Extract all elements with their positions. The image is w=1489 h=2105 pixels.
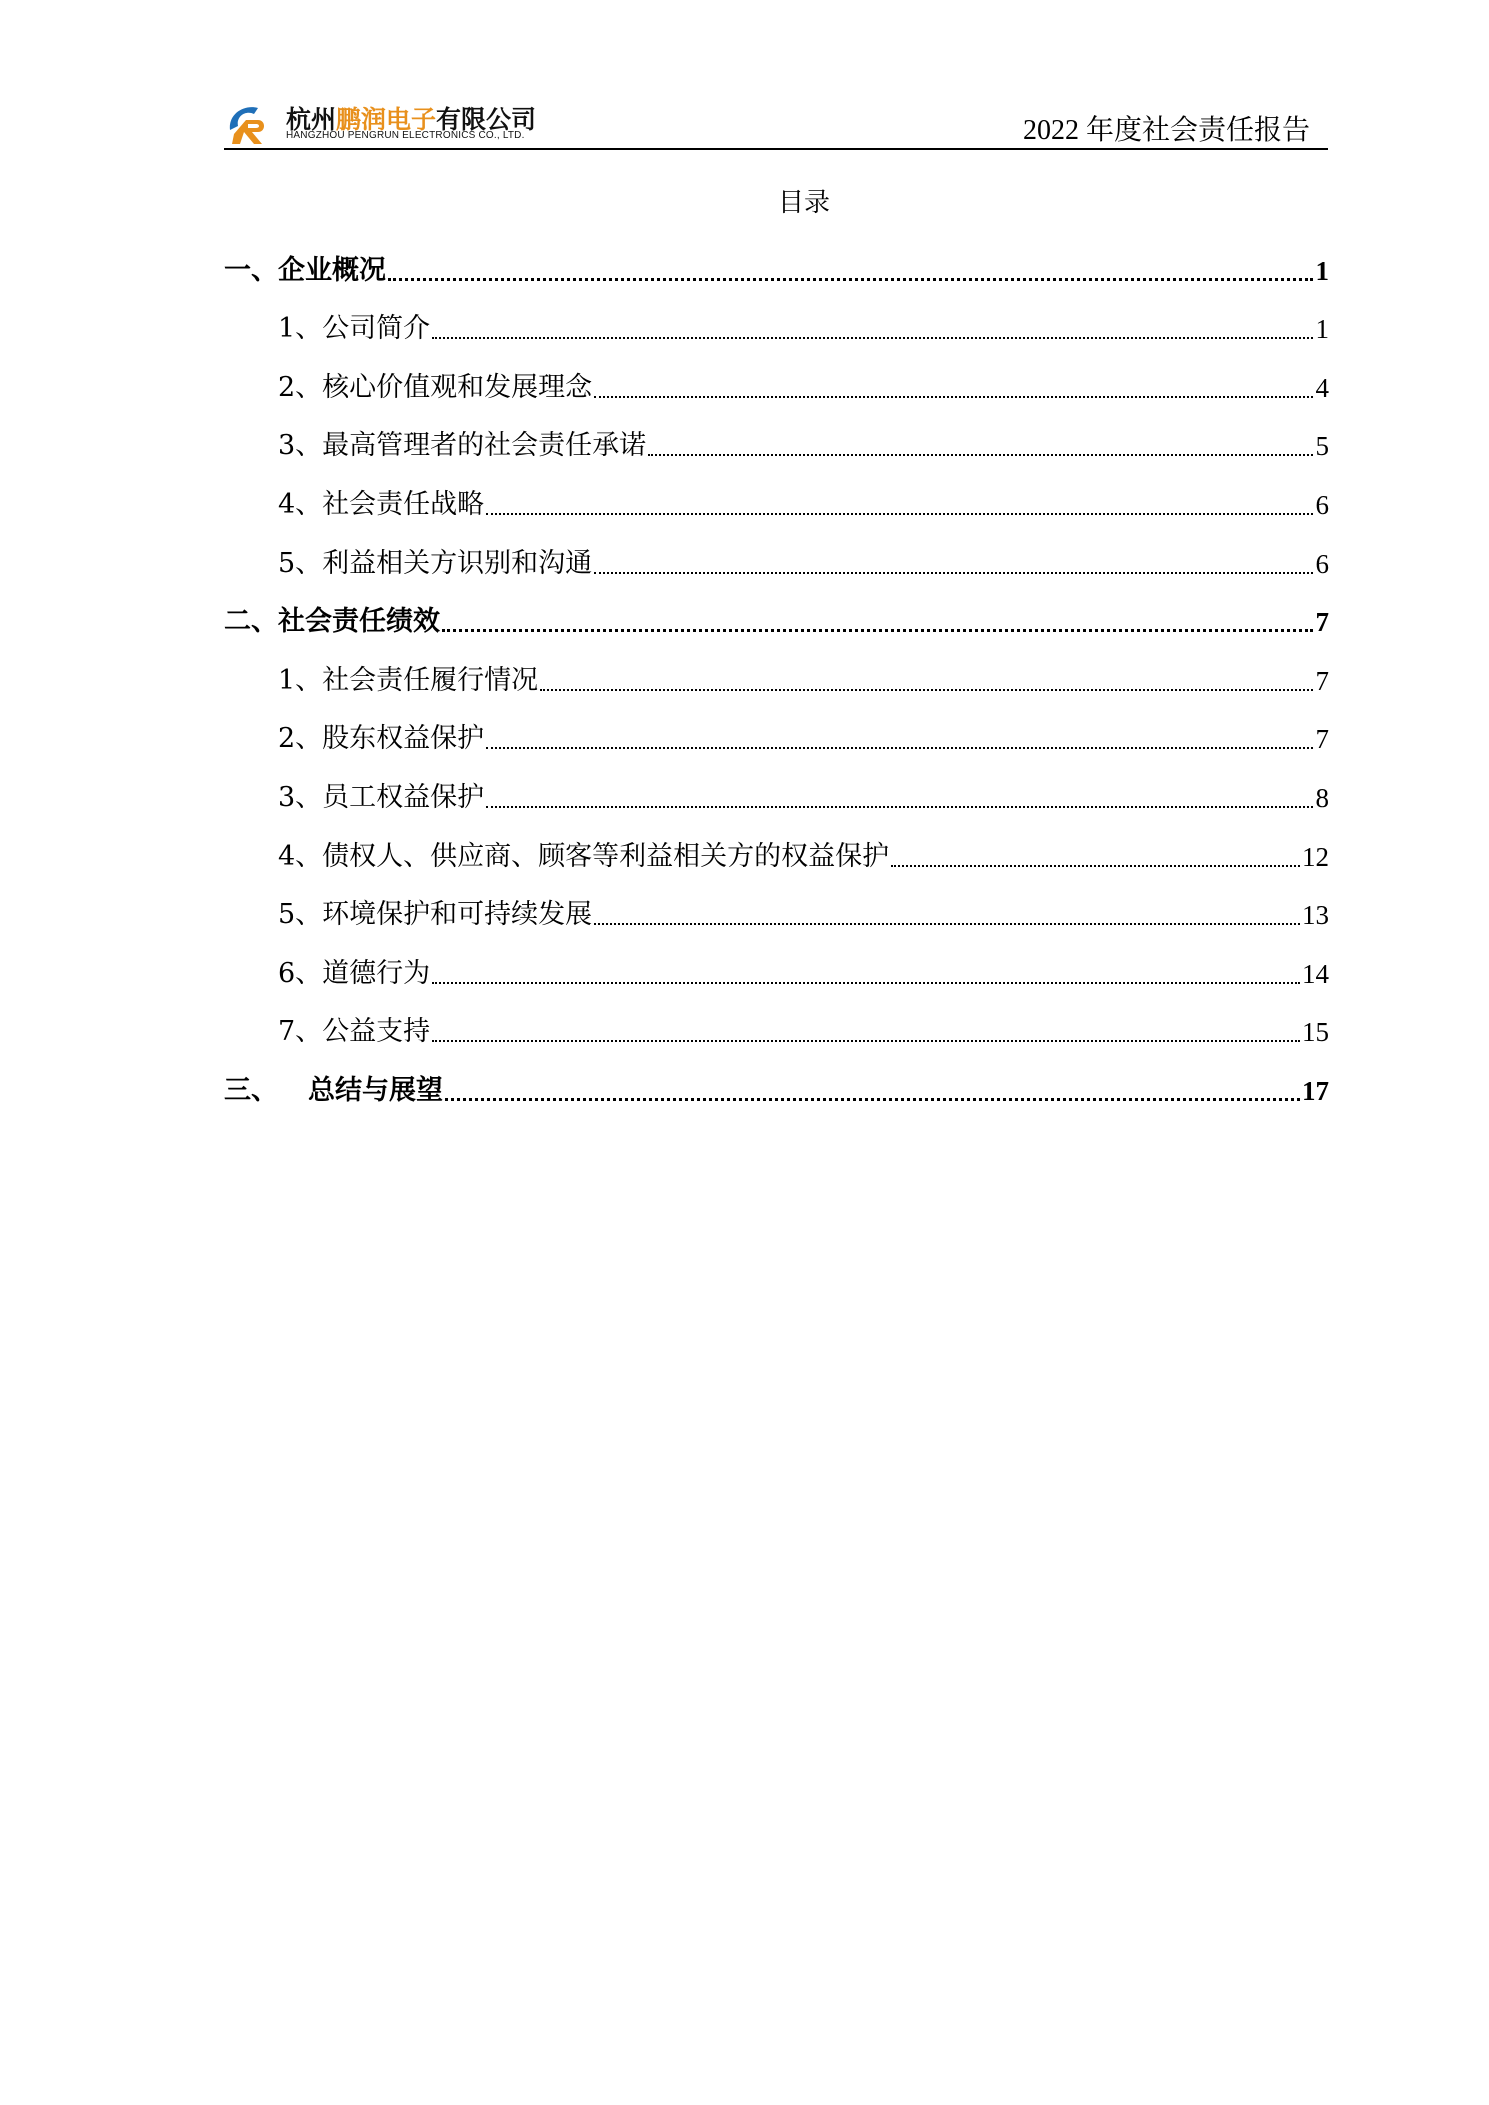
toc-entry[interactable] (224, 990, 1329, 1049)
toc-entry-page: 1 (1315, 255, 1329, 286)
toc-leader (594, 554, 1313, 574)
toc-entry[interactable] (224, 814, 1329, 873)
toc-entry[interactable] (224, 873, 1329, 932)
toc-title: 目录 (777, 188, 830, 218)
toc-entry-page: 5 (1315, 431, 1329, 462)
toc-leader (486, 495, 1313, 515)
toc-leader (540, 671, 1313, 691)
company-name-en: HANGZHOU PENGRUN ELECTRONICS CO., LTD. (286, 130, 525, 141)
toc-entry[interactable] (224, 931, 1329, 990)
toc-entry-page: 13 (1302, 900, 1329, 931)
toc-entry-page: 7 (1315, 724, 1329, 755)
toc-leader (648, 436, 1313, 456)
toc-entry-label: 2、股东权益保护 (278, 723, 485, 755)
toc-entry-page: 17 (1302, 1075, 1329, 1106)
toc-leader (432, 319, 1313, 339)
toc-leader (432, 1022, 1300, 1042)
toc-entry-label: 总结与展望 (308, 1074, 443, 1106)
toc-entry[interactable] (224, 521, 1329, 580)
toc-entry-label: 3、员工权益保护 (278, 781, 485, 813)
report-title: 2022 年度社会责任报告 (1022, 115, 1310, 146)
toc-entry-page: 14 (1302, 958, 1329, 989)
toc-entry-label: 6、道德行为 (278, 957, 431, 989)
toc-entry-page: 7 (1315, 665, 1329, 696)
toc-entry-label: 4、债权人、供应商、顾客等利益相关方的权益保护 (278, 840, 890, 872)
toc-leader (594, 905, 1300, 925)
toc-entry[interactable] (224, 697, 1329, 756)
toc-leader (486, 729, 1313, 749)
toc-leader (442, 612, 1313, 632)
company-name-cn: 杭州鹏润电子有限公司 (286, 105, 537, 134)
toc-entry-label: 1、社会责任履行情况 (278, 664, 539, 696)
toc-entry[interactable] (224, 228, 1329, 287)
pengrun-logo-icon (224, 100, 270, 146)
toc-entry-label: 一、企业概况 (224, 254, 386, 286)
toc-entry-label: 4、社会责任战略 (278, 488, 485, 520)
toc-leader (445, 1081, 1300, 1101)
toc-entry[interactable] (224, 1048, 1329, 1107)
toc-entry-page: 6 (1315, 489, 1329, 520)
toc-entry-page: 4 (1315, 372, 1329, 403)
toc-entry[interactable] (224, 345, 1329, 404)
toc-entry-number: 三、 (224, 1074, 278, 1106)
toc-entry[interactable] (224, 404, 1329, 463)
page-header (224, 96, 1328, 150)
toc-entry[interactable] (224, 580, 1329, 639)
table-of-contents (224, 228, 1329, 1107)
toc-entry-label: 2、核心价值观和发展理念 (278, 371, 593, 403)
toc-leader (891, 847, 1300, 867)
toc-leader (432, 964, 1300, 984)
toc-entry-page: 6 (1315, 548, 1329, 579)
toc-leader (486, 788, 1313, 808)
toc-leader (594, 378, 1313, 398)
toc-entry-label: 5、利益相关方识别和沟通 (278, 547, 593, 579)
toc-entry-label: 7、公益支持 (278, 1016, 431, 1048)
toc-entry-page: 12 (1302, 841, 1329, 872)
toc-entry-page: 7 (1315, 607, 1329, 638)
toc-entry[interactable] (224, 638, 1329, 697)
toc-entry-label: 3、最高管理者的社会责任承诺 (278, 430, 647, 462)
toc-entry-page: 8 (1315, 782, 1329, 813)
toc-entry[interactable] (224, 287, 1329, 346)
toc-entry-page: 1 (1315, 314, 1329, 345)
toc-entry[interactable] (224, 755, 1329, 814)
toc-leader (388, 261, 1313, 281)
toc-entry[interactable] (224, 462, 1329, 521)
toc-entry-label: 1、公司简介 (278, 313, 431, 345)
toc-entry-label: 5、环境保护和可持续发展 (278, 899, 593, 931)
toc-entry-label: 二、社会责任绩效 (224, 606, 440, 638)
toc-entry-page: 15 (1302, 1017, 1329, 1048)
